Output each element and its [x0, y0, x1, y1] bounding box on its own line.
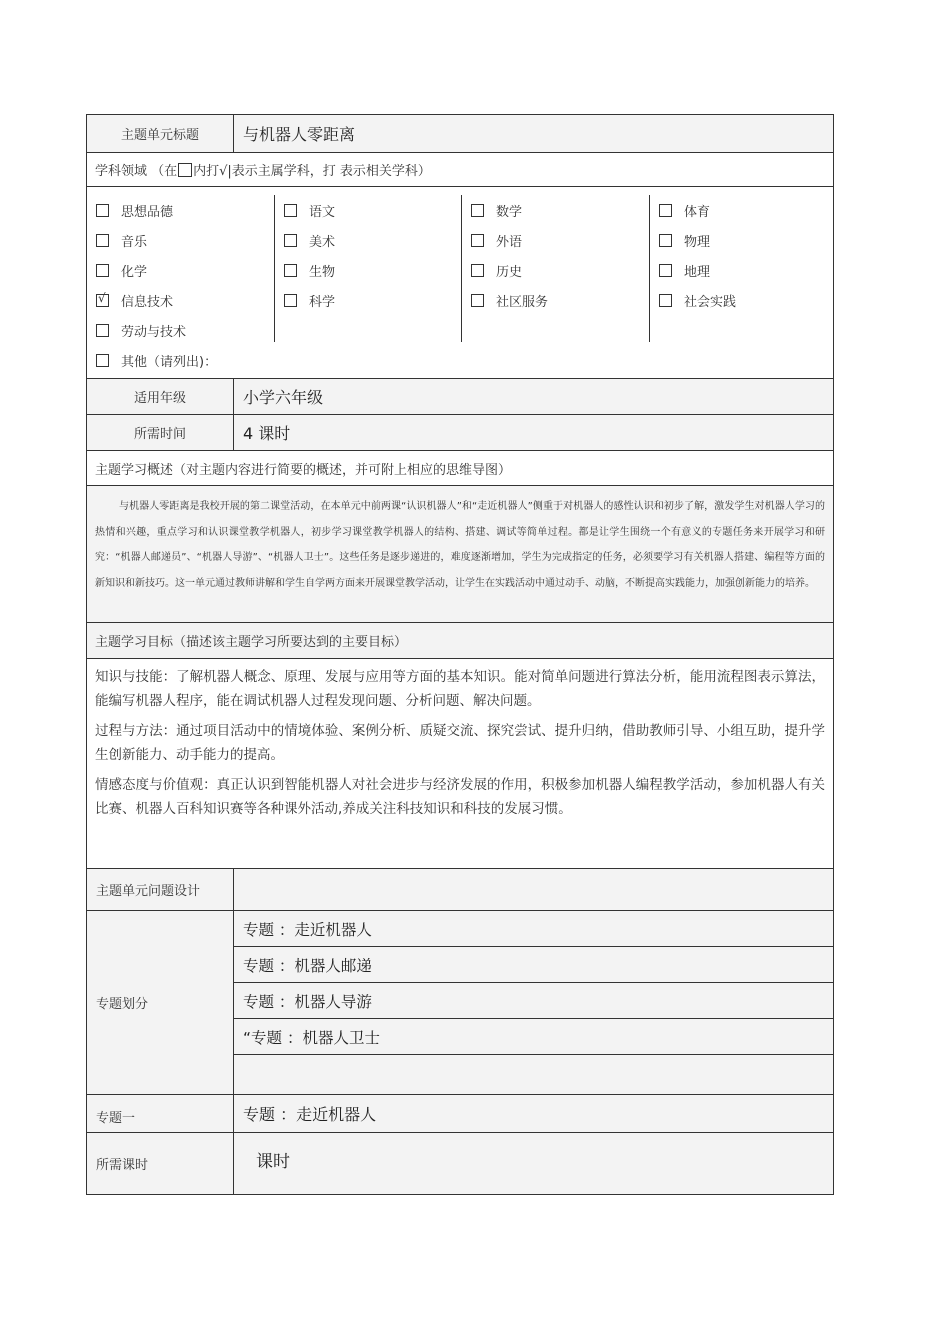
- grade-label: 适用年级: [87, 379, 234, 414]
- subject-label: 音乐: [121, 234, 148, 250]
- topic-item: 专题 ：机器人邮递: [234, 947, 833, 983]
- subject-label: 劳动与技术: [121, 324, 187, 340]
- subject-area-suffix: 内打√|表示主属学科，打 表示相关学科）: [193, 164, 431, 179]
- checkbox-icon[interactable]: [659, 234, 672, 247]
- hours-label: 所需课时: [87, 1133, 234, 1194]
- unit-title-value: 与机器人零距离: [243, 125, 356, 144]
- subject-label: 地理: [684, 264, 711, 280]
- checkbox-icon[interactable]: [659, 264, 672, 277]
- checkbox-icon[interactable]: [96, 354, 109, 367]
- checkbox-icon[interactable]: [284, 234, 297, 247]
- topic-list: [234, 911, 833, 1094]
- other-subject-row: [87, 342, 833, 379]
- subject-option[interactable]: [471, 285, 649, 315]
- subject-option[interactable]: [471, 195, 649, 225]
- subject-label: 外语: [496, 234, 523, 250]
- checkbox-icon[interactable]: [96, 204, 109, 217]
- topics-label: 专题划分: [87, 911, 234, 1094]
- checkbox-icon: [178, 163, 192, 177]
- subject-option[interactable]: [471, 225, 649, 255]
- subject-option[interactable]: [659, 285, 832, 315]
- subject-label: 语文: [309, 204, 336, 220]
- checkbox-icon[interactable]: [471, 264, 484, 277]
- goal-attitude: 情感态度与价值观：真正认识到智能机器人对社会进步与经济发展的作用，积极参加机器人编程教学活动，参加机器人有关比赛、机器人百科知识赛等各种课外活动,养成关注科技知识和科技的发展习惯。: [95, 777, 825, 817]
- overview-row: [87, 486, 833, 623]
- goals-content: [87, 659, 833, 868]
- other-subject-label: 其他（请列出)：: [121, 354, 218, 370]
- time-value: 4 课时: [243, 424, 291, 443]
- overview-heading-row: [87, 451, 833, 486]
- subject-option[interactable]: [96, 255, 274, 285]
- topic-item: 专题 ：走近机器人: [234, 911, 833, 947]
- checkbox-icon[interactable]: [659, 204, 672, 217]
- goal-process: 过程与方法：通过项目活动中的情境体验、案例分析、质疑交流、探究尝试、提升归纳，借助教师引导、小组互助，提升学生创新能力、动手能力的提高。: [95, 723, 825, 763]
- problem-design-value: [234, 869, 833, 910]
- subject-column: [649, 195, 832, 342]
- problem-design-label: 主题单元问题设计: [87, 869, 234, 910]
- unit-title-label: 主题单元标题: [87, 115, 234, 152]
- topic-one-label: 专题一: [87, 1095, 234, 1132]
- topics-row: [87, 911, 833, 1095]
- subject-column: [274, 195, 461, 342]
- subject-label: 生物: [309, 264, 336, 280]
- topic-one-value: 专题 ：走近机器人: [243, 1105, 377, 1124]
- problem-design-row: [87, 869, 833, 911]
- hours-row: [87, 1133, 833, 1195]
- checkbox-icon[interactable]: [284, 204, 297, 217]
- subject-area-prefix: 学科领域 （在: [95, 164, 178, 179]
- overview-heading: 主题学习概述（对主题内容进行简要的概述，并可附上相应的思维导图）: [95, 462, 512, 478]
- subject-option[interactable]: [96, 285, 274, 315]
- subject-label: 思想品德: [121, 204, 174, 220]
- subject-area-heading: [87, 153, 439, 186]
- subject-option[interactable]: [659, 255, 832, 285]
- subject-option[interactable]: [284, 225, 461, 255]
- other-subject-option[interactable]: [87, 342, 217, 378]
- grade-row: [87, 379, 833, 415]
- subject-option[interactable]: [96, 195, 274, 225]
- subject-label: 社会实践: [684, 294, 737, 310]
- unit-title-row: [87, 115, 833, 153]
- subject-option[interactable]: [284, 255, 461, 285]
- subject-option[interactable]: [284, 285, 461, 315]
- topic-item: “专题 ：机器人卫士: [234, 1019, 833, 1055]
- overview-text: 与机器人零距离是我校开展的第二课堂活动，在本单元中前两课“认识机器人”和“走近机器人”侧重于对机器人的感性认识和初步了解，激发学生对机器人学习的热情和兴趣，重点学习和认识课堂教学机器人，初步学习课堂教学机器人的结构、搭建、调试等简单过程。都是让学生围绕一个有意义的专题任务来开展学习和研究：“机器人邮递员”、“机器人导游”、“机器人卫士”。这些任务是逐步递进的，难度逐渐增加，学生为完成指定的任务，必须要学习有关机器人搭建、编程等方面的新知识和新技巧。这一单元通过教师讲解和学生自学两方面来开展课堂教学活动，让学生在实践活动中通过动手、动脑，不断提高实践能力，加强创新能力的培养。: [95, 501, 825, 589]
- subject-options: [87, 187, 833, 379]
- checkbox-icon[interactable]: [96, 264, 109, 277]
- subject-option[interactable]: [284, 195, 461, 225]
- subject-option[interactable]: [96, 315, 274, 345]
- goal-knowledge: 知识与技能：了解机器人概念、原理、发展与应用等方面的基本知识。能对简单问题进行算法分析，能用流程图表示算法，能编写机器人程序，能在调试机器人过程发现问题、分析问题、解决问题。: [95, 669, 825, 709]
- topic-one-row: [87, 1095, 833, 1133]
- subject-option[interactable]: [659, 225, 832, 255]
- topic-item: 专题 ：机器人导游: [234, 983, 833, 1019]
- subject-grid: [87, 187, 833, 342]
- unit-design-form: [86, 114, 834, 1195]
- goals-heading: 主题学习目标（描述该主题学习所要达到的主要目标）: [95, 635, 408, 650]
- checkbox-icon[interactable]: [471, 204, 484, 217]
- subject-label: 美术: [309, 234, 336, 250]
- subject-column: [87, 195, 274, 342]
- time-label: 所需时间: [87, 415, 234, 450]
- time-row: [87, 415, 833, 451]
- subject-label: 社区服务: [496, 294, 549, 310]
- checkbox-icon[interactable]: [471, 234, 484, 247]
- checkbox-icon[interactable]: [659, 294, 672, 307]
- subject-label: 信息技术: [121, 294, 174, 310]
- checkbox-icon[interactable]: [96, 234, 109, 247]
- checkbox-icon[interactable]: [284, 294, 297, 307]
- goals-heading-row: [87, 623, 833, 659]
- checked-checkbox-icon[interactable]: [96, 294, 109, 307]
- subject-column: [461, 195, 649, 342]
- checkbox-icon[interactable]: [96, 324, 109, 337]
- subject-label: 历史: [496, 264, 523, 280]
- subject-option[interactable]: [659, 195, 832, 225]
- subject-area-row: [87, 153, 833, 187]
- subject-label: 科学: [309, 294, 336, 310]
- grade-value: 小学六年级: [243, 388, 324, 407]
- topic-item: [234, 1055, 833, 1094]
- hours-value: 课时: [256, 1152, 290, 1172]
- subject-label: 数学: [496, 204, 523, 220]
- checkbox-icon[interactable]: [284, 264, 297, 277]
- subject-option[interactable]: [471, 255, 649, 285]
- checkbox-icon[interactable]: [471, 294, 484, 307]
- subject-label: 化学: [121, 264, 148, 280]
- goals-row: [87, 659, 833, 869]
- subject-label: 体育: [684, 204, 711, 220]
- subject-option[interactable]: [96, 225, 274, 255]
- subject-label: 物理: [684, 234, 711, 250]
